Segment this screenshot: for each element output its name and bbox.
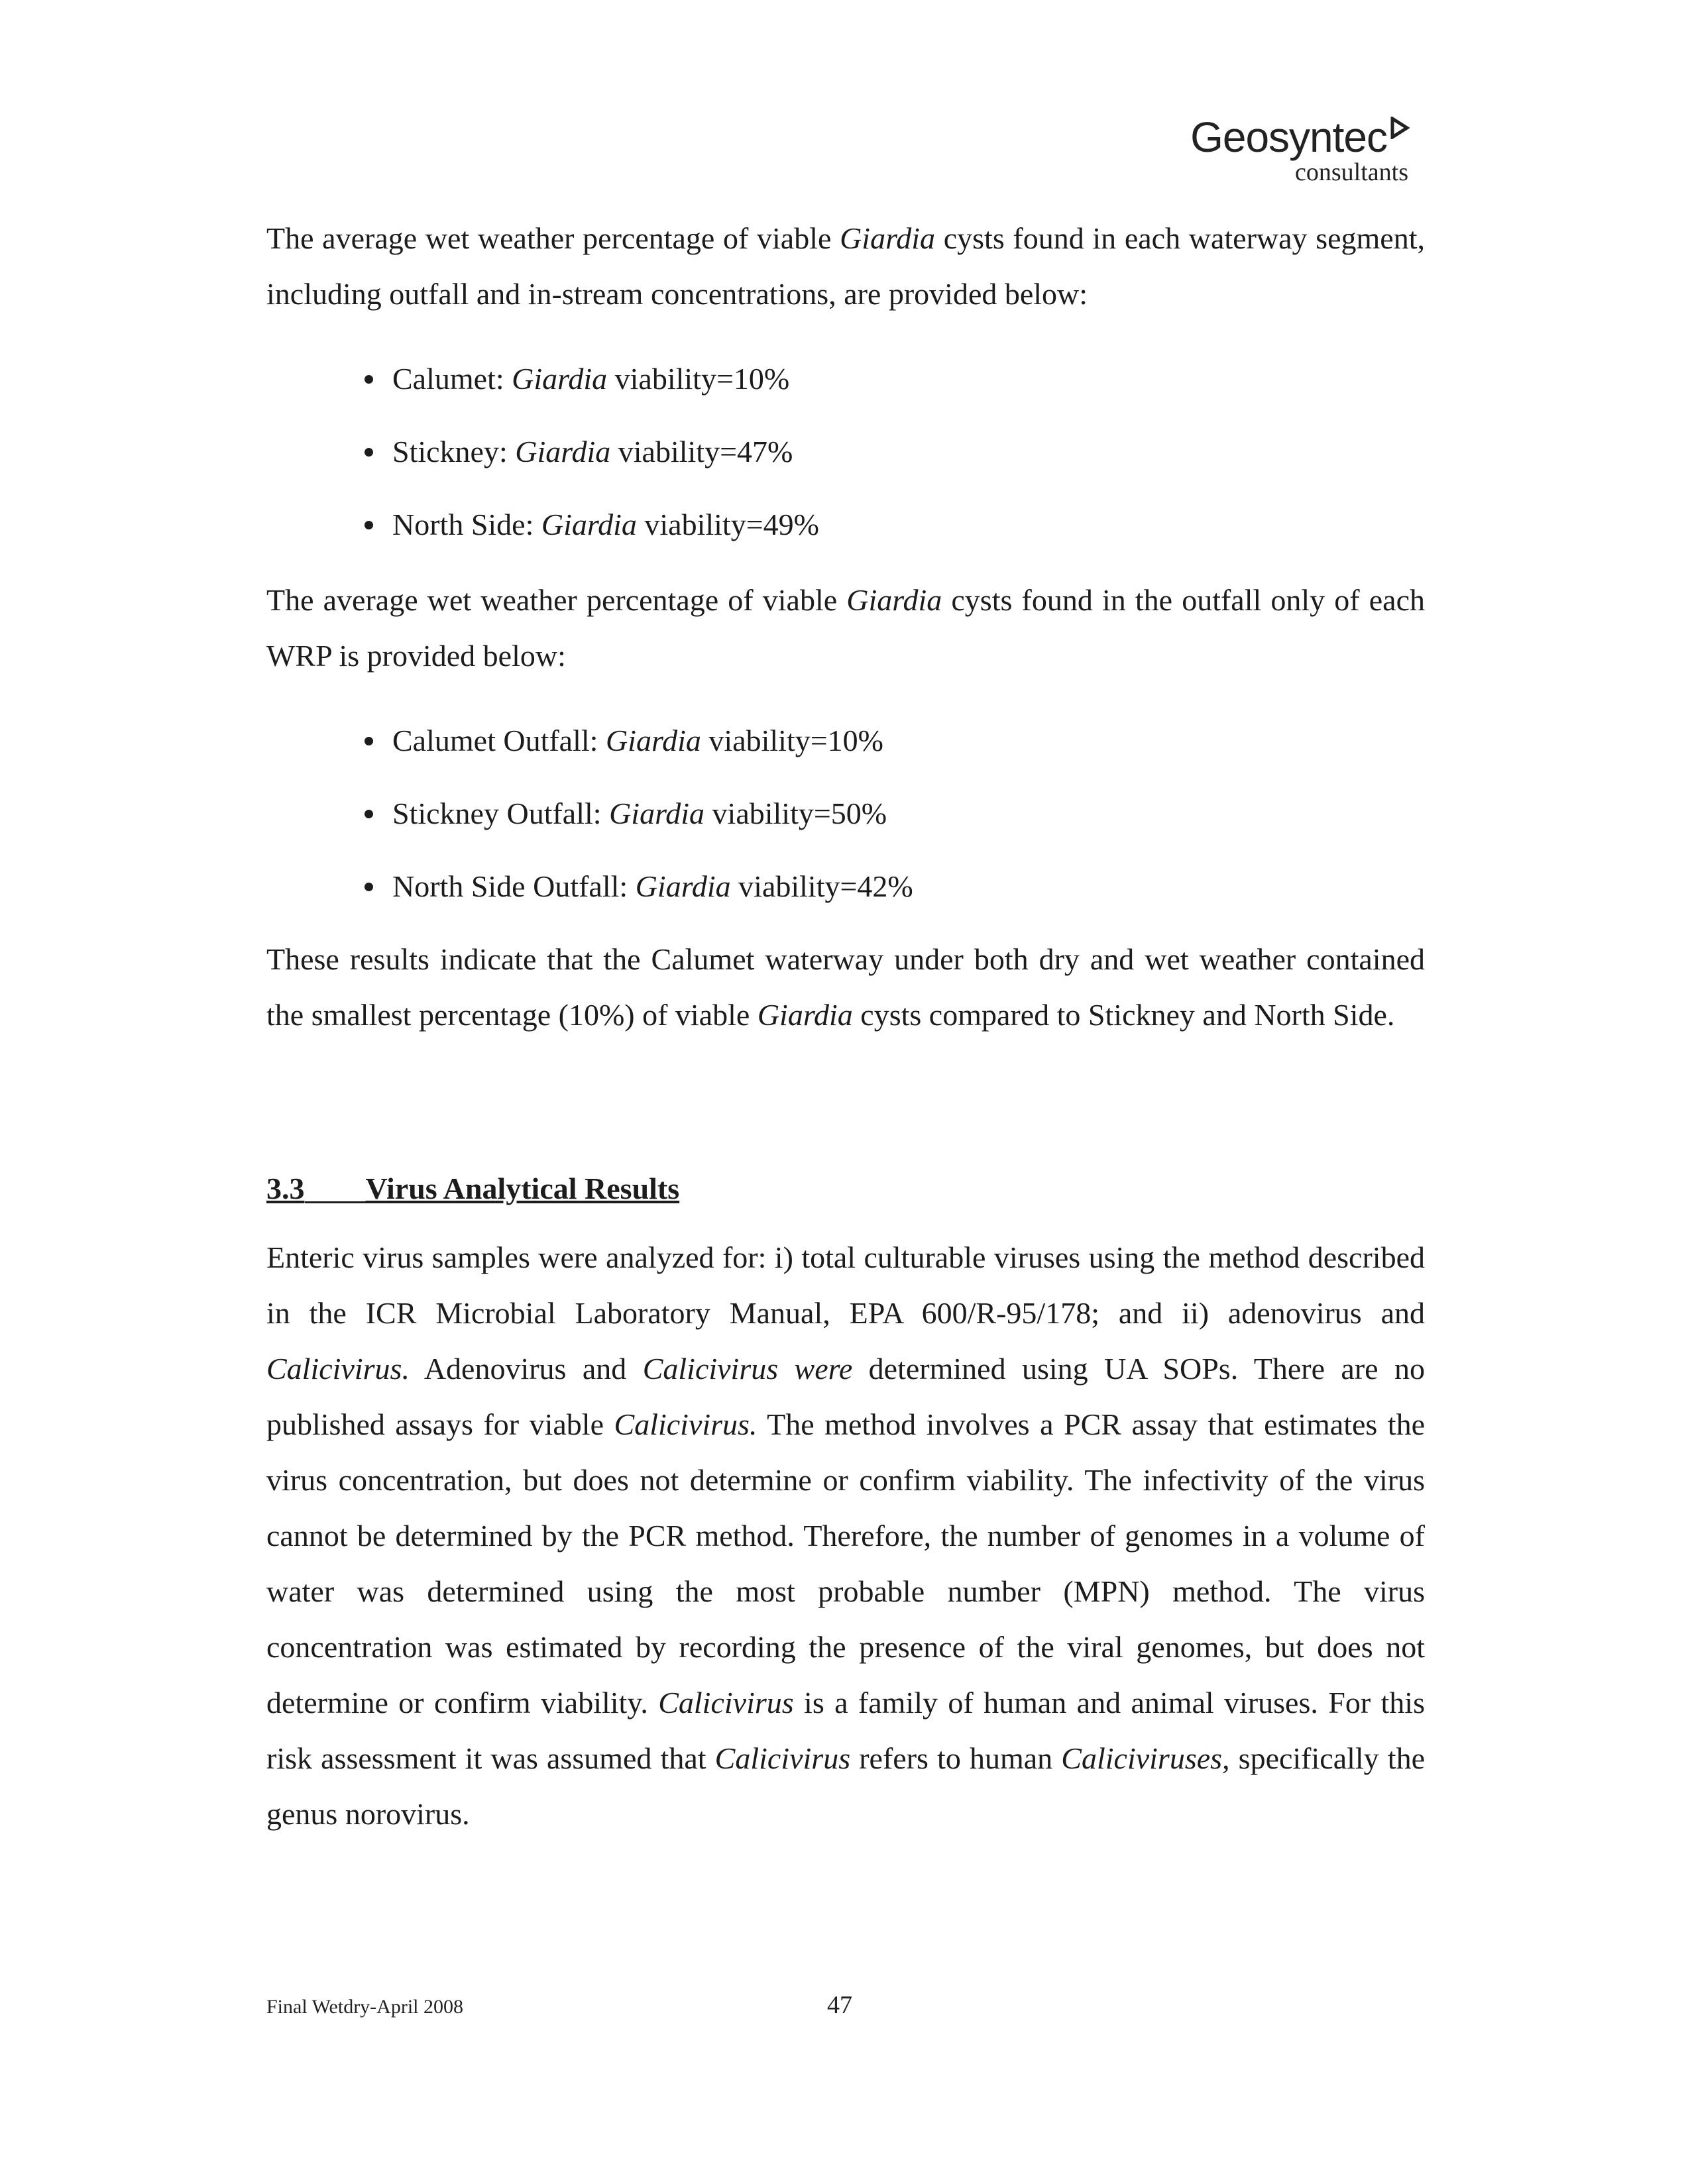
- bullet-icon: [365, 375, 373, 384]
- bullet-list-outfall: [266, 713, 1425, 932]
- bullet-icon: [365, 810, 373, 818]
- paragraph-wet-weather-outfall: The average wet weather percentage of viable Giardia cysts found in the outfall only of each WRP is provided below:: [266, 583, 1425, 673]
- paragraph-wet-weather-all: The average wet weather percentage of viable Giardia cysts found in each waterway segment, including outfall and in-stream concentrations, are provided below:: [266, 221, 1426, 311]
- footer-document-id: Final Wetdry-April 2008: [266, 1996, 463, 2018]
- section-heading: [266, 1161, 679, 1217]
- bullet-icon: [365, 737, 373, 745]
- triangle-icon: [1390, 117, 1410, 139]
- list-item: Stickney: Giardia viability=47%: [266, 424, 1425, 497]
- section-title: Virus Analytical Results: [365, 1172, 680, 1205]
- logo-name: Geosyntec: [1190, 113, 1387, 161]
- list-item: North Side Outfall: Giardia viability=42%: [266, 859, 1425, 932]
- list-item: Calumet Outfall: Giardia viability=10%: [266, 713, 1425, 786]
- bullet-icon: [365, 448, 373, 457]
- page-number: 47: [827, 1991, 852, 2019]
- section-number: 3.3: [266, 1172, 305, 1205]
- paragraph-results-summary: These results indicate that the Calumet waterway under both dry and wet weather contained the smallest percentage (10%) of viable Giardia cysts compared to Stickney and North Side.: [266, 942, 1425, 1032]
- list-item: Stickney Outfall: Giardia viability=50%: [266, 786, 1425, 859]
- list-item: North Side: Giardia viability=49%: [266, 497, 1425, 570]
- company-logo: [1190, 113, 1410, 187]
- list-item: Calumet: Giardia viability=10%: [266, 351, 1425, 424]
- paragraph-virus-methods: Enteric virus samples were analyzed for: i) total culturable viruses using the method described in the ICR Microbial Laboratory Manual, EPA 600/R-95/178; and ii) adenovirus and Calicivirus. Adenovirus and Calicivirus were determined using UA SOPs. There are no published assays for viable Calicivirus. The method involves a PCR assay that estimates the virus concentration, but does not determine or confirm viability. The infectivity of the virus cannot be determined by the PCR method. Therefore, the number of genomes in a volume of water was determined using the most probable number (MPN) method. The virus concentration was estimated by recording the presence of the viral genomes, but does not determine or confirm viability. Calicivirus is a family of human and animal viruses. For this risk assessment it was assumed that Calicivirus refers to human Caliciviruses, specifically the genus norovirus.: [266, 1240, 1425, 1831]
- bullet-icon: [365, 521, 373, 529]
- bullet-icon: [365, 883, 373, 891]
- logo-subtitle: consultants: [1295, 158, 1408, 186]
- bullet-list-waterway: [266, 351, 1425, 570]
